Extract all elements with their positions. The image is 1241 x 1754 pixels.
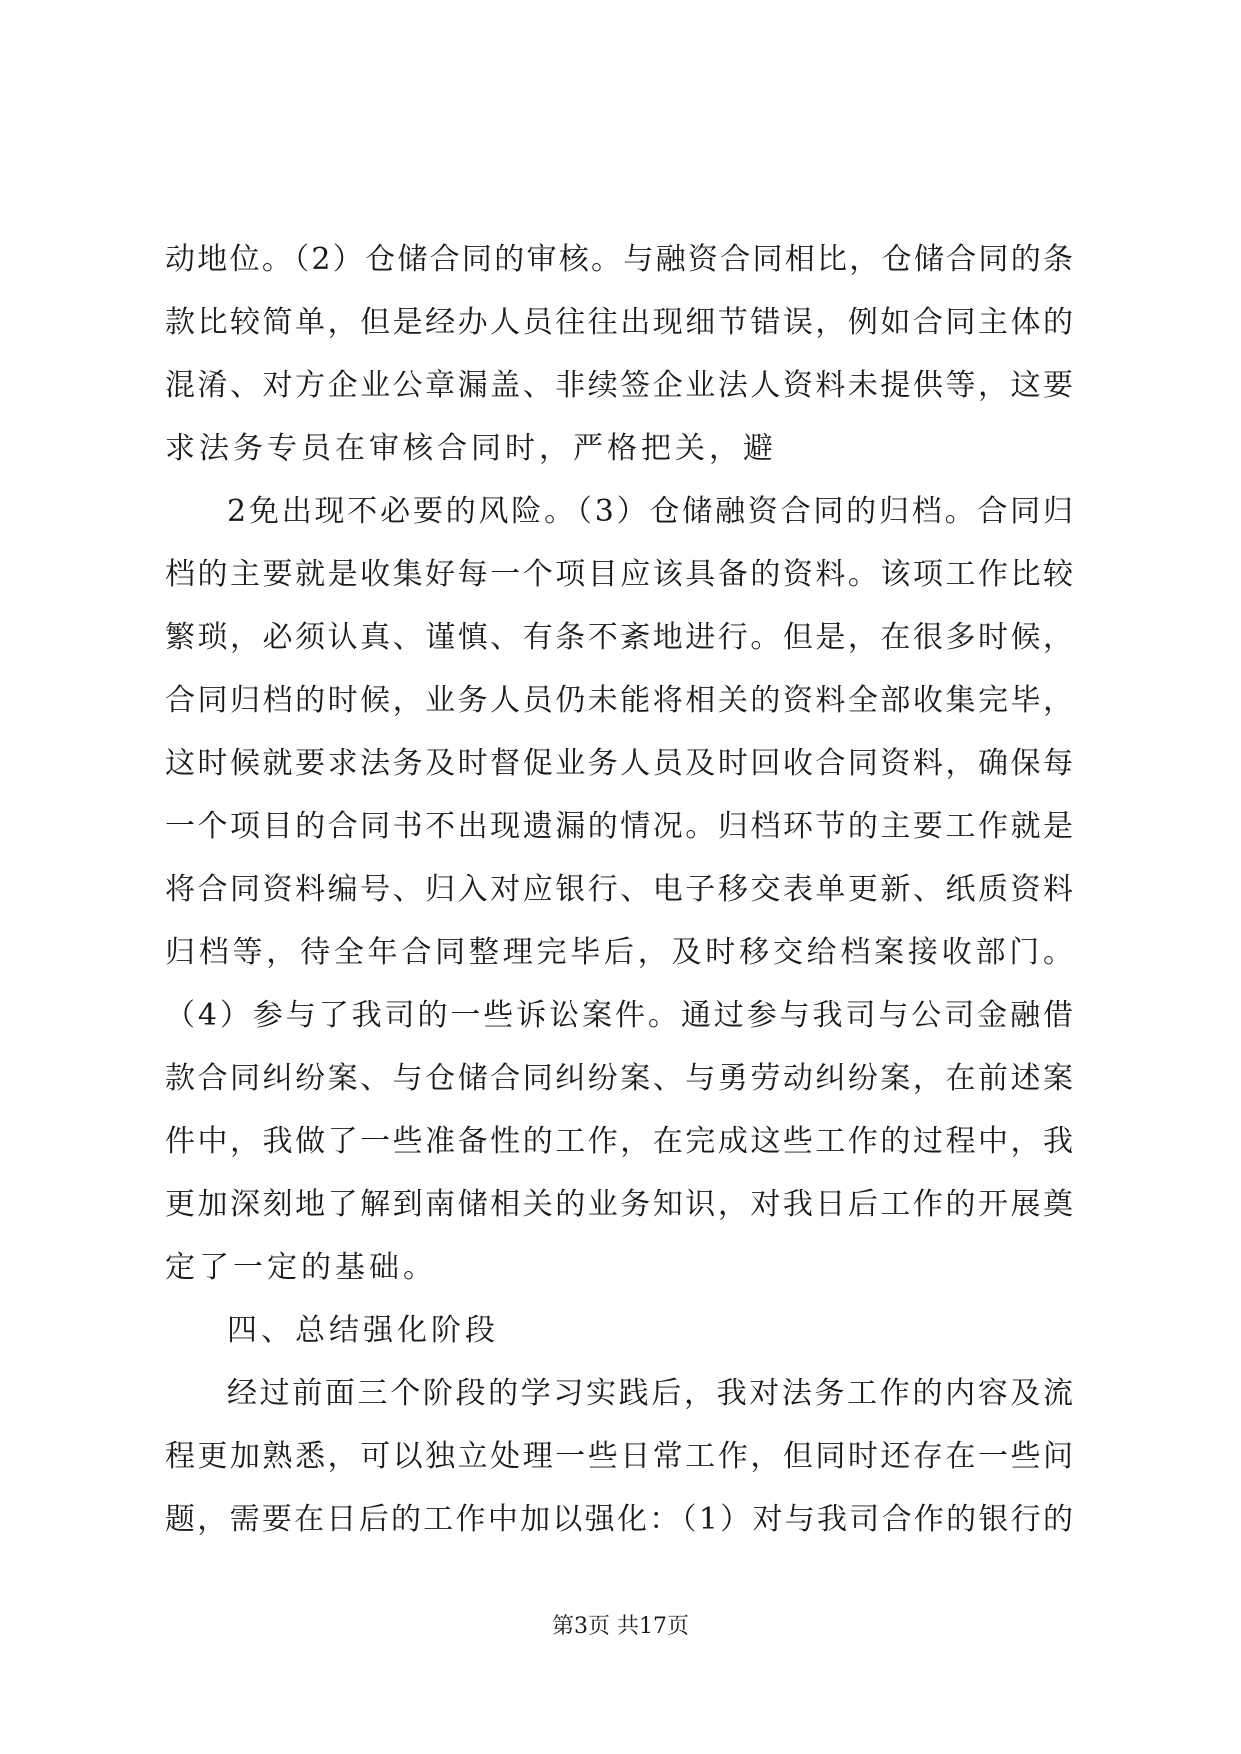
text-line: 合同归档的时候，业务人员仍未能将相关的资料全部收集完毕， (165, 683, 1075, 718)
text-line: 件中，我做了一些准备性的工作，在完成这些工作的过程中，我 (165, 1124, 1075, 1159)
page-number-footer: 第3页 共17页 (552, 1614, 689, 1639)
text-line: 求法务专员在审核合同时，严格把关，避 (165, 431, 777, 466)
text-line: 档的主要就是收集好每一个项目应该具备的资料。该项工作比较 (165, 557, 1075, 592)
text-line: 混淆、对方企业公章漏盖、非续签企业法人资料未提供等，这要 (165, 368, 1075, 403)
text-line: 2免出现不必要的风险。（3）仓储融资合同的归档。合同归 (227, 494, 1075, 529)
text-line: 程更加熟悉，可以独立处理一些日常工作，但同时还存在一些问 (165, 1439, 1075, 1474)
text-line: 归档等，待全年合同整理完毕后，及时移交给档案接收部门。 (165, 935, 1075, 970)
text-line: （4）参与了我司的一些诉讼案件。通过参与我司与公司金融借 (165, 998, 1075, 1033)
document-body (165, 228, 1075, 1551)
text-line: 繁琐，必须认真、谨慎、有条不紊地进行。但是，在很多时候， (165, 620, 1075, 655)
text-line: 款合同纠纷案、与仓储合同纠纷案、与勇劳动纠纷案，在前述案 (165, 1061, 1075, 1096)
text-line: 这时候就要求法务及时督促业务人员及时回收合同资料，确保每 (165, 746, 1075, 781)
text-line: 款比较简单，但是经办人员往往出现细节错误，例如合同主体的 (165, 305, 1075, 340)
text-line: 动地位。（2）仓储合同的审核。与融资合同相比，仓储合同的条 (165, 242, 1075, 277)
text-line: 题，需要在日后的工作中加以强化：（1）对与我司合作的银行的 (165, 1502, 1075, 1537)
text-line: 一个项目的合同书不出现遗漏的情况。归档环节的主要工作就是 (165, 809, 1075, 844)
text-line: 将合同资料编号、归入对应银行、电子移交表单更新、纸质资料 (165, 872, 1075, 907)
section-heading: 四、总结强化阶段 (227, 1313, 499, 1348)
text-line: 经过前面三个阶段的学习实践后，我对法务工作的内容及流 (227, 1376, 1075, 1411)
text-line: 更加深刻地了解到南储相关的业务知识，对我日后工作的开展奠 (165, 1187, 1075, 1222)
text-line: 定了一定的基础。 (165, 1250, 437, 1285)
